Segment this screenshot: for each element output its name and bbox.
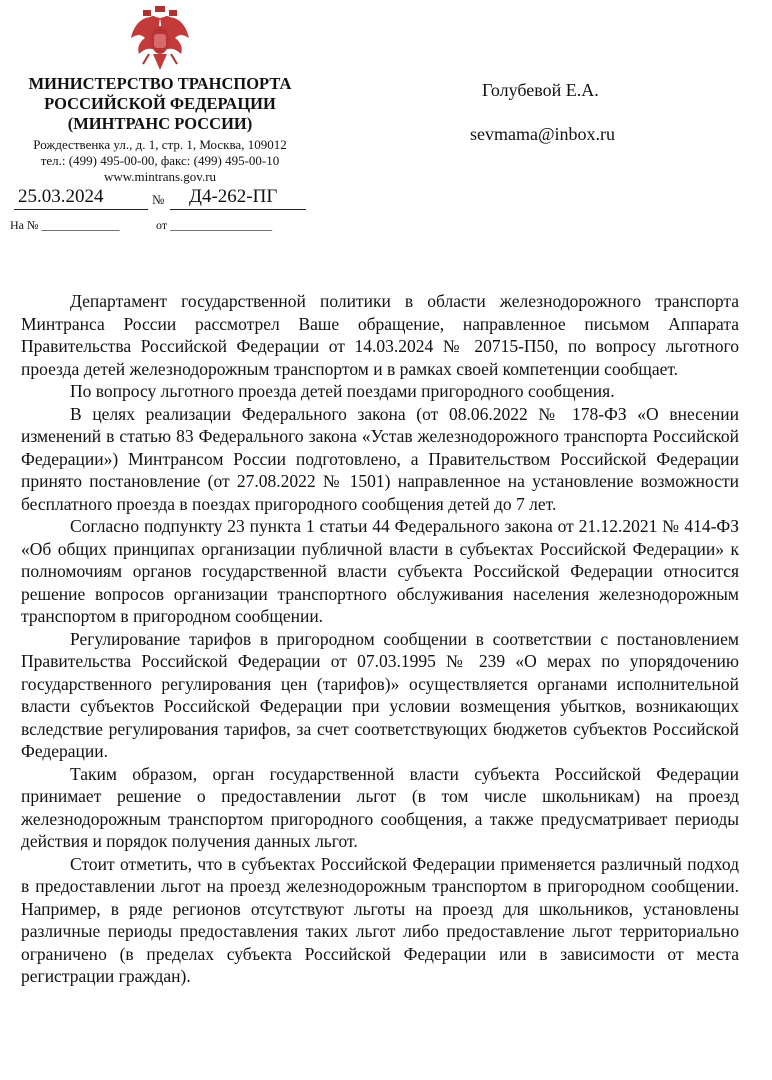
body-paragraph-2: По вопросу льготного проезда детей поездами пригородного сообщения. [70, 381, 615, 401]
ministry-website: www.mintrans.gov.ru [103, 169, 217, 184]
date-underline [14, 209, 148, 210]
registration-line [14, 186, 306, 212]
reference-line [10, 218, 310, 236]
registration-number-label: № [152, 192, 165, 207]
body-paragraph-6: Таким образом, орган государственной власти субъекта Российской Федерации принимает решение о предоставлении льгот (в том числе школьникам) на проезд железнодорожным транспортом пригородного сообщения, а также предусматривает периоды действия и порядок получения данных льгот. [21, 763, 739, 851]
ministry-name-line1: МИНИСТЕРСТВО ТРАНСПОРТА [28, 74, 292, 93]
letter-body [21, 290, 739, 988]
registration-date: 25.03.2024 [18, 186, 104, 207]
ministry-short-name: (МИНТРАНС РОССИИ) [67, 114, 253, 133]
addressee-email: sevmama@inbox.ru [470, 124, 616, 144]
ministry-name-line2: РОССИЙСКОЙ ФЕДЕРАЦИИ [44, 94, 276, 113]
number-underline [170, 209, 306, 210]
registration-number: Д4-262-ПГ [189, 186, 278, 207]
body-paragraph-7: Стоит отметить, что в субъектах Российской Федерации применяется различный подход в предоставлении льгот на проезд железнодорожным транспортом в пригородном сообщении. Например, в ряде регионов отсутствуют льготы на проезд для школьников, установлены различные периоды предоставления таких льгот либо предоставление льгот территориально ограничено (в пределах субъекта Российской Федерации или в зависимости от места регистрации граждан). [21, 853, 739, 986]
body-paragraph-4: Согласно подпункту 23 пункта 1 статьи 44 Федерального закона от 21.12.2021 № 414-ФЗ «Об общих принципах организации публичной власти в субъектах Российской Федерации» к полномочиям органов государственной власти субъекта Российской Федерации относится решение вопросов организации транспортного обслуживания населения железнодорожным транспортом в пригородном сообщении. [21, 516, 739, 626]
russian-coat-of-arms-icon [129, 4, 191, 72]
ministry-address: Рождественка ул., д. 1, стр. 1, Москва, 109012 [33, 137, 287, 152]
reference-date-label: от _________________ [156, 218, 273, 232]
ministry-phone: тел.: (499) 495-00-00, факс: (499) 495-00-10 [40, 153, 280, 168]
addressee-name: Голубевой Е.А. [482, 80, 599, 100]
reference-number-label: На № _____________ [10, 218, 120, 232]
body-paragraph-1: Департамент государственной политики в области железнодорожного транспорта Минтранса России рассмотрел Ваше обращение, направленное письмом Аппарата Правительства Российской Федерации от 14.03.2024 № 20715-П50, по вопросу льготного проезда детей железнодорожным транспортом и в рамках своей компетенции сообщает. [21, 291, 739, 379]
ministry-header [14, 74, 306, 185]
body-paragraph-3: В целях реализации Федерального закона (от 08.06.2022 № 178-ФЗ «О внесении изменений в статью 83 Федерального закона «Устав железнодорожного транспорта Российской Федерации») Минтрансом России подготовлено, а Правительством Российской Федерации принято постановление (от 27.08.2022 № 1501) направленное на установление возможности бесплатного проезда в поездах пригородного сообщения детей до 7 лет. [21, 403, 739, 514]
body-paragraph-5: Регулирование тарифов в пригородном сообщении в соответствии с постановлением Правительства Российской Федерации от 07.03.1995 № 239 «О мерах по упорядочению государственного регулирования цен (тарифов)» осуществляется органами исполнительной власти субъектов Российской Федерации при условии возмещения убытков, возникающих вследствие регулирования тарифов, за счет соответствующих бюджетов субъектов Российской Федерации. [21, 628, 739, 761]
